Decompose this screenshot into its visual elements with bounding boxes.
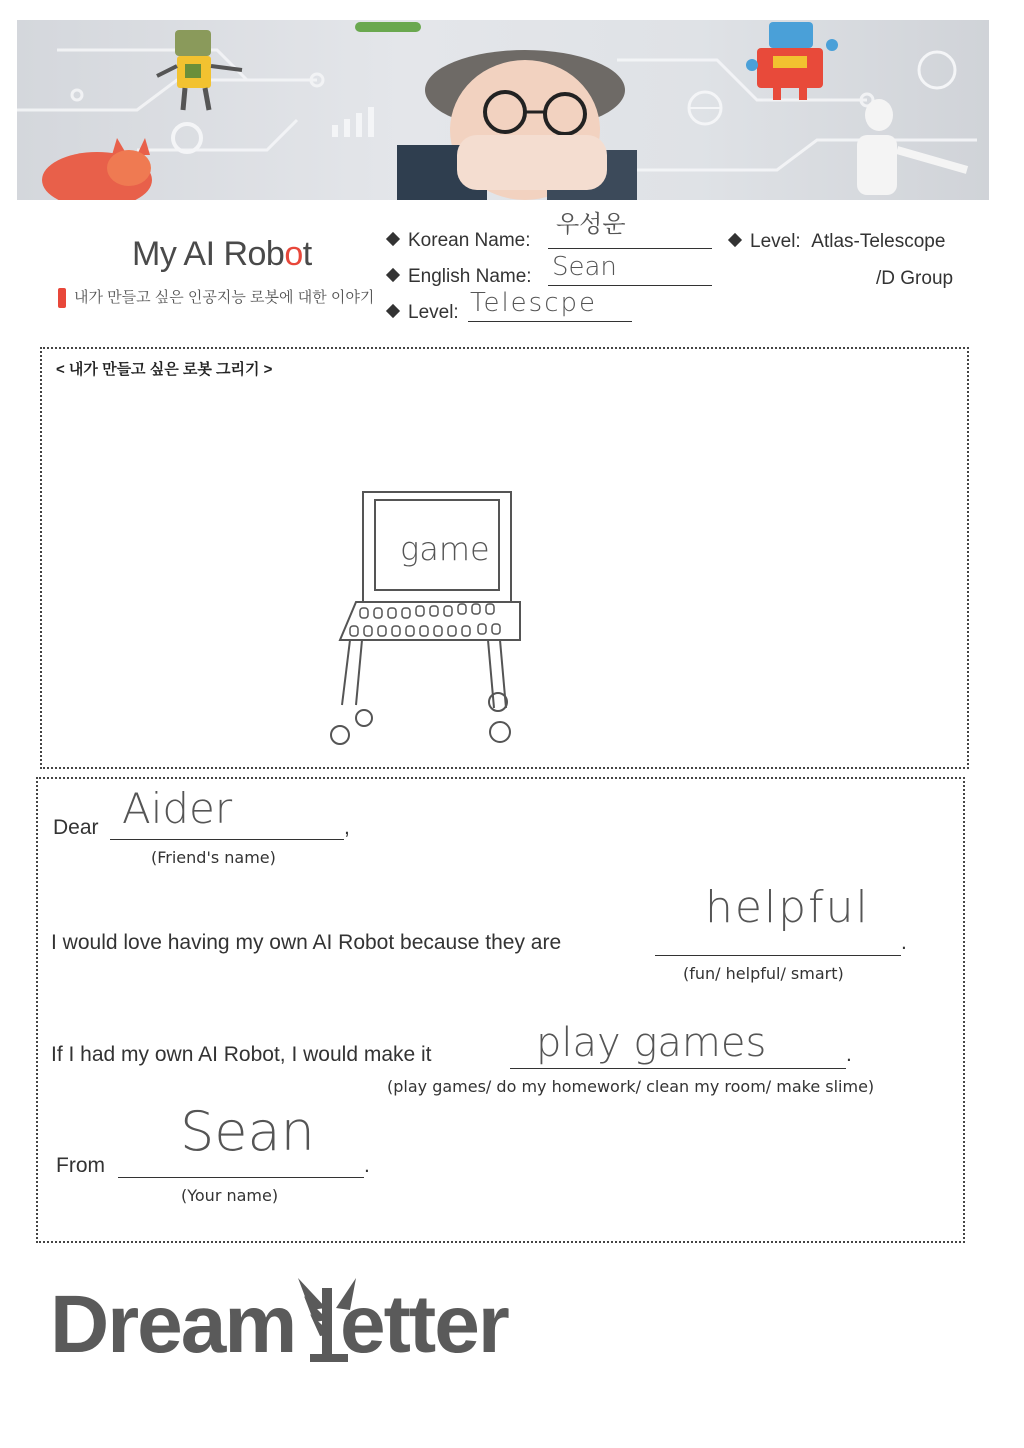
boy-photo [397,50,637,200]
level-label: Level: [388,302,459,324]
screwdriver-icon [58,288,66,308]
logo-etter: etter [340,1279,508,1370]
from-value[interactable]: Sean [180,1100,315,1163]
line2-value[interactable]: play games [536,1020,767,1066]
from-period: . [364,1154,370,1177]
level-right: Level: Atlas-Telescope [730,231,945,253]
line2-blank [510,1068,846,1069]
line2-text: If I had my own AI Robot, I would make it [51,1043,432,1066]
line1-period: . [901,931,907,954]
line1-value[interactable]: helpful [705,882,870,933]
letter-box [36,777,965,1243]
banner-illustration [17,20,989,200]
line2-period: . [846,1043,852,1066]
drawing-box-label: < 내가 만들고 싶은 로봇 그리기 > [56,361,273,378]
line1-text: I would love having my own AI Robot because they are [51,931,562,954]
cat-icon [42,138,152,200]
dear-hint: (Friend's name) [151,848,276,867]
group-label: /D Group [876,268,954,289]
line1-blank [655,955,901,956]
english-name-line [548,285,712,286]
english-name-value[interactable]: Sean [552,252,617,282]
diamond-bullet-icon [728,233,742,247]
level-line [468,321,632,322]
robot-drawing [320,480,540,750]
diamond-bullet-icon [386,268,400,282]
humanoid-icon [857,99,967,195]
header-banner [17,20,989,200]
robot-screen-text: game [400,530,490,568]
korean-name-label: Korean Name: [388,230,531,252]
diamond-bullet-icon [386,304,400,318]
korean-name-value[interactable]: 우성운 [556,210,626,238]
from-label: From [56,1154,105,1177]
korean-name-line [548,248,712,249]
from-hint: (Your name) [181,1186,279,1205]
title-o-gear: o [284,235,303,273]
dear-value[interactable]: Aider [122,784,233,833]
dear-label: Dear [53,816,99,839]
line2-hint: (play games/ do my homework/ clean my room/ make slime) [387,1077,875,1096]
english-name-label: English Name: [388,266,532,288]
logo-dream: Dream [50,1279,296,1370]
dear-line [110,839,344,840]
level-value[interactable]: Telescpe [470,288,598,318]
dear-comma: , [344,816,350,839]
line1-hint: (fun/ helpful/ smart) [683,964,844,983]
from-line [118,1177,364,1178]
robot-red-icon [746,22,838,100]
robot-yellow-icon [157,30,242,110]
page-subtitle: 내가 만들고 싶은 인공지능 로봇에 대한 이야기 [58,286,374,308]
diamond-bullet-icon [386,232,400,246]
page-title: My AI Robot [132,235,312,273]
